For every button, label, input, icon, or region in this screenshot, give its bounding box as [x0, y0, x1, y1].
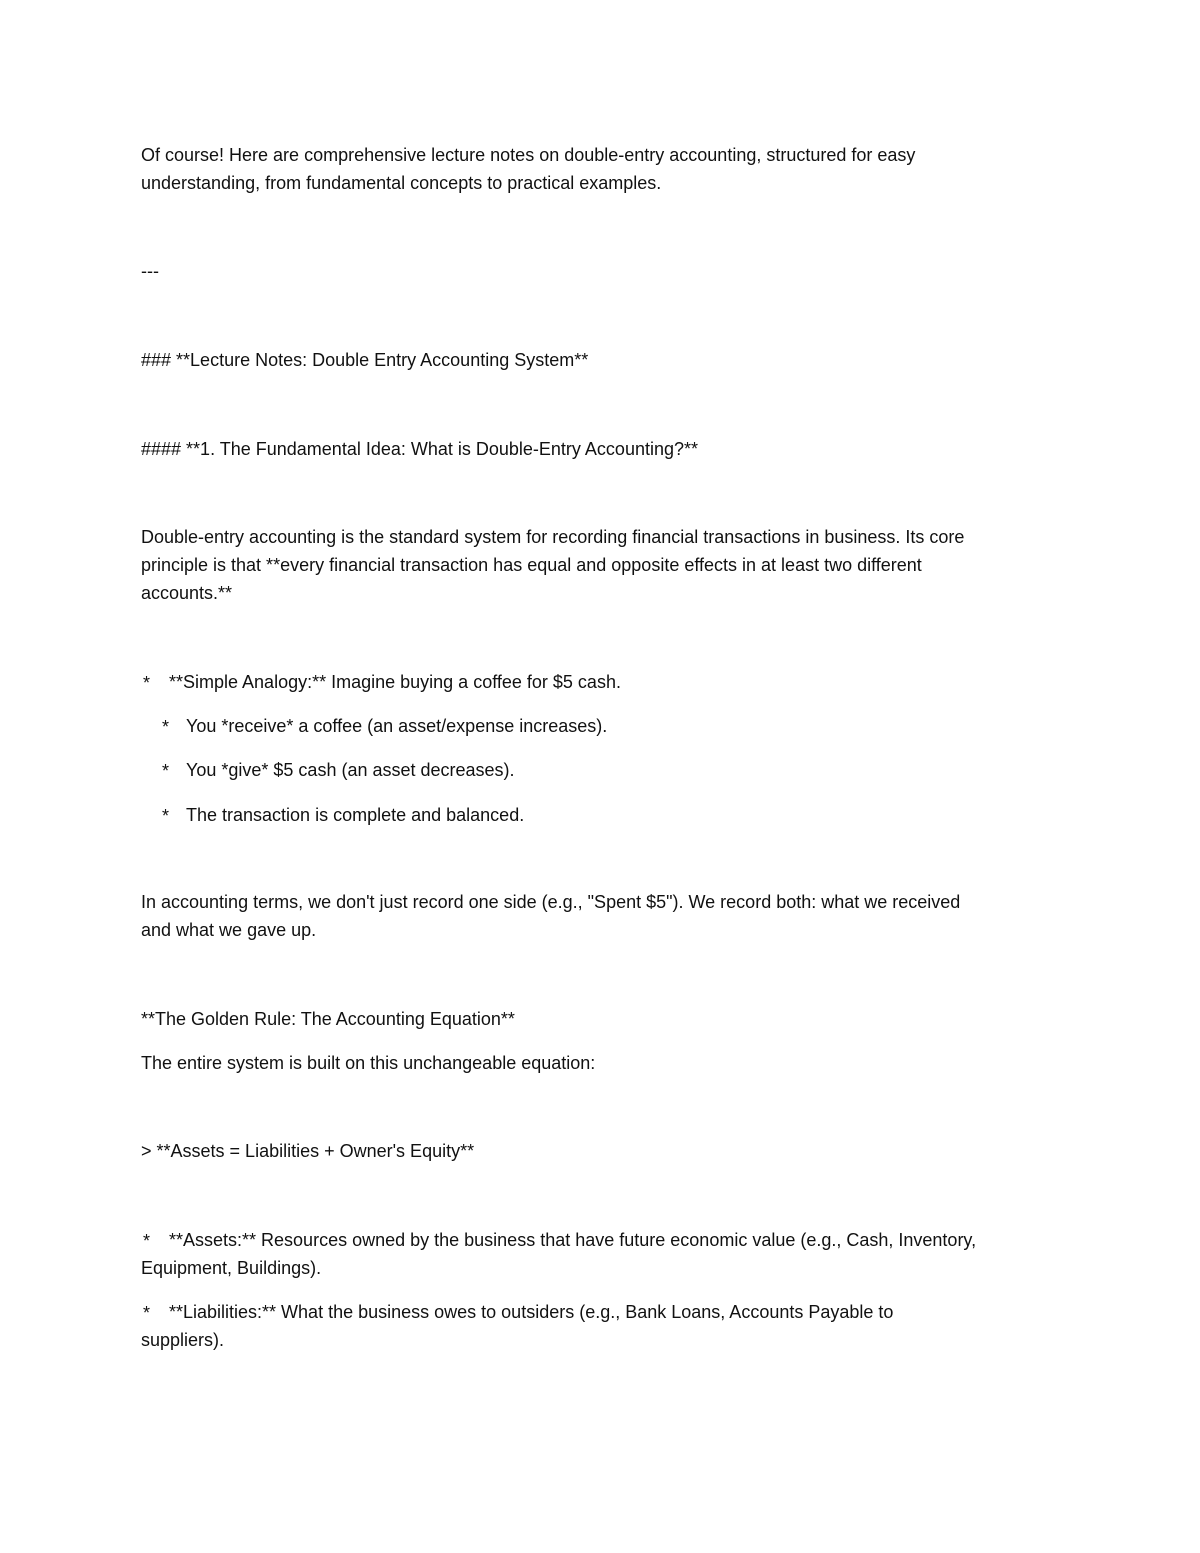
- analogy-item: **Simple Analogy:** Imagine buying a coffee for $5 cash.: [169, 672, 621, 692]
- document-title: ### **Lecture Notes: Double Entry Accounting System**: [141, 350, 589, 370]
- liabilities-definition-line-2: suppliers).: [141, 1330, 225, 1350]
- sub-bullet-1: *: [162, 717, 170, 737]
- intro-line-1: Of course! Here are comprehensive lecture notes on double-entry accounting, structured for easy: [141, 145, 916, 165]
- accounting-terms-line-1: In accounting terms, we don't just record one side (e.g., "Spent $5"). We record both: what we received: [141, 892, 961, 912]
- divider: ---: [141, 261, 159, 281]
- golden-rule-heading: **The Golden Rule: The Accounting Equation**: [141, 1009, 515, 1029]
- bullet-liabilities: *: [143, 1303, 151, 1323]
- definition-line-3: accounts.**: [141, 583, 233, 603]
- definition-line-1: Double-entry accounting is the standard system for recording financial transactions in business. Its core: [141, 527, 965, 547]
- sub-item-1: You *receive* a coffee (an asset/expense increases).: [186, 716, 608, 736]
- sub-item-3: The transaction is complete and balanced.: [186, 805, 525, 825]
- section-1-heading: #### **1. The Fundamental Idea: What is Double-Entry Accounting?**: [141, 439, 699, 459]
- accounting-equation: > **Assets = Liabilities + Owner's Equity**: [141, 1141, 475, 1161]
- intro-line-2: understanding, from fundamental concepts to practical examples.: [141, 173, 662, 193]
- liabilities-definition-line-1: **Liabilities:** What the business owes to outsiders (e.g., Bank Loans, Accounts Payable to: [169, 1302, 894, 1322]
- definition-line-2: principle is that **every financial transaction has equal and opposite effects in at least two different: [141, 555, 922, 575]
- sub-bullet-2: *: [162, 761, 170, 781]
- bullet-analogy: *: [143, 673, 151, 693]
- accounting-terms-line-2: and what we gave up.: [141, 920, 317, 940]
- assets-definition-line-2: Equipment, Buildings).: [141, 1258, 322, 1278]
- sub-bullet-3: *: [162, 806, 170, 826]
- sub-item-2: You *give* $5 cash (an asset decreases).: [186, 760, 515, 780]
- assets-definition-line-1: **Assets:** Resources owned by the business that have future economic value (e.g., Cash, Inventory,: [169, 1230, 977, 1250]
- bullet-assets: *: [143, 1231, 151, 1251]
- golden-rule-intro: The entire system is built on this unchangeable equation:: [141, 1053, 596, 1073]
